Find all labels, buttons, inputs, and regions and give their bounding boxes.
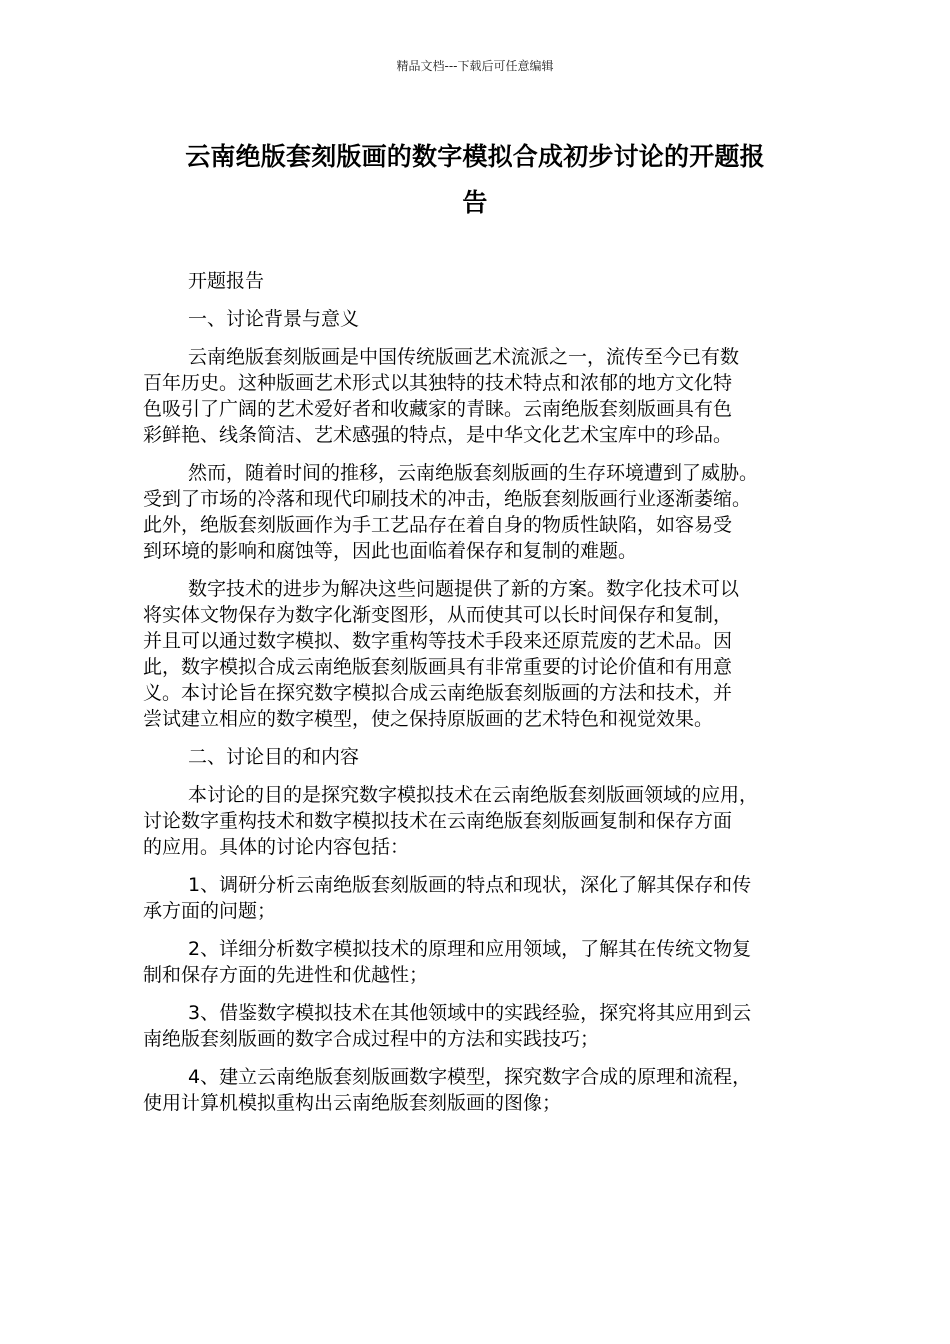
document-title: 云南绝版套刻版画的数字模拟合成初步讨论的开题报 告 <box>185 142 765 217</box>
document-body <box>143 268 809 1128</box>
section-heading-goals: 二、讨论目的和内容 <box>188 746 360 768</box>
section-heading-background: 一、讨论背景与意义 <box>188 308 360 330</box>
paragraph-digital-tech: 数字技术的进步为解决这些问题提供了新的方案。数字化技术可以 将实体文物保存为数字化渐变图形，从而使其可以长时间保存和复制， 并且可以通过数字模拟、数字重构等技术手段来还原荒废的艺术品。因 此，数字模拟合成云南绝版套刻版画具有非常重要的讨论价值和有用意 义。本讨论旨在探究数字模拟合成云南绝版套刻版画的方法和技术，并 尝试建立相应的数字模型，使之保持原版画的艺术特色和视觉效果。 <box>143 578 740 730</box>
paragraph-goals: 本讨论的目的是探究数字模拟技术在云南绝版套刻版画领域的应用， 讨论数字重构技术和数字模拟技术在云南绝版套刻版画复制和保存方面 的应用。具体的讨论内容包括： <box>143 784 759 858</box>
list-item-2: 2、详细分析数字模拟技术的原理和应用领域，了解其在传统文物复 制和保存方面的先进性和优越性； <box>143 938 752 986</box>
header-note: 精品文档---下载后可任意编辑 <box>396 59 554 73</box>
paragraph-intro: 云南绝版套刻版画是中国传统版画艺术流派之一，流传至今已有数 百年历史。这种版画艺术形式以其独特的技术特点和浓郁的地方文化特 色吸引了广阔的艺术爱好者和收藏家的青睐。云南绝版套刻版画具有色 彩鲜艳、线条简洁、艺术感强的特点，是中华文化艺术宝库中的珍品。 <box>143 346 740 446</box>
list-item-3: 3、借鉴数字模拟技术在其他领域中的实践经验，探究将其应用到云 南绝版套刻版画的数字合成过程中的方法和实践技巧； <box>143 1002 752 1050</box>
list-item-4: 4、建立云南绝版套刻版画数字模型，探究数字合成的原理和流程， 使用计算机模拟重构出云南绝版套刻版画的图像； <box>143 1066 752 1114</box>
paragraph-threats: 然而，随着时间的推移，云南绝版套刻版画的生存环境遭到了威胁。 受到了市场的冷落和现代印刷技术的冲击，绝版套刻版画行业逐渐萎缩。 此外，绝版套刻版画作为手工艺品存在着自身的物质性缺陷，如容易受 到环境的影响和腐蚀等，因此也面临着保存和复制的难题。 <box>143 462 759 562</box>
list-item-1: 1、调研分析云南绝版套刻版画的特点和现状，深化了解其保存和传 承方面的问题； <box>143 874 752 922</box>
report-label: 开题报告 <box>188 270 265 292</box>
